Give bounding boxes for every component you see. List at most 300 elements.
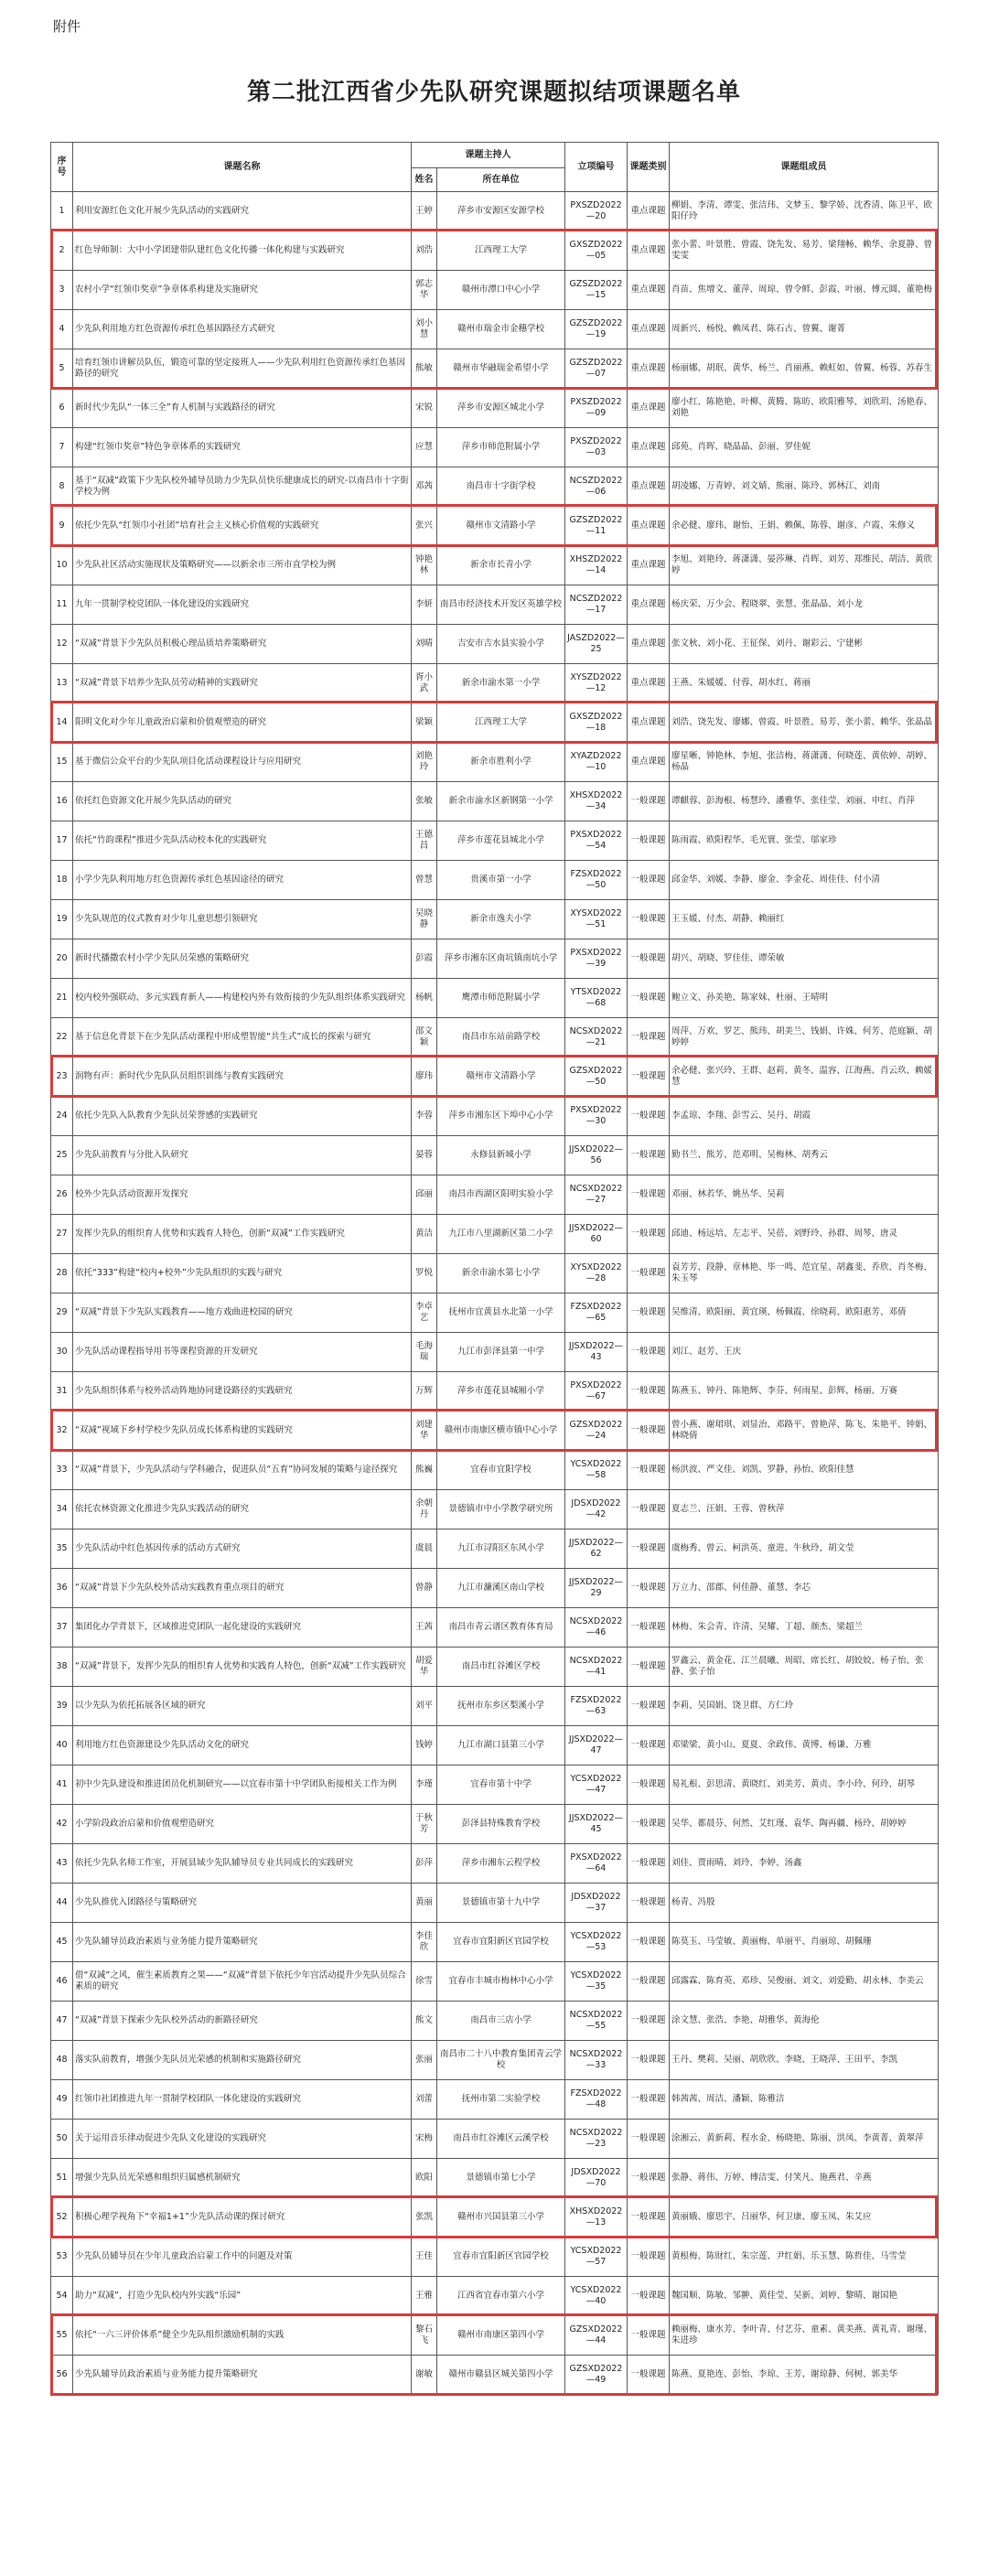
cell-code: JDSXD2022—42 [565,1490,628,1530]
cell-host-name: 李瑾 [412,1766,437,1805]
table-row [51,664,939,703]
header-name: 课题名称 [73,143,412,192]
page-title: 第二批江西省少先队研究课题拟结项课题名单 [246,79,741,106]
cell-category: 一般课题 [628,1175,670,1215]
table-row [51,1136,939,1175]
header-members: 课题组成员 [670,143,939,192]
cell-host-name: 余朝丹 [412,1490,437,1530]
cell-category: 一般课题 [628,1411,670,1451]
table-row [51,1923,939,1962]
cell-host-name: 胥小武 [412,664,437,703]
cell-category: 重点课题 [628,507,670,546]
cell-members: 陈燕玉、钟丹、陈艳辉、李芬、何雨星、彭辉、杨丽、万赛 [670,1372,939,1411]
cell-code: NCSXD2022—21 [565,1018,628,1057]
cell-project-name: 少先队活动课程指导用书等课程资源的开发研究 [73,1333,412,1372]
cell-project-name: 少先队前教育与分批入队研究 [73,1136,412,1175]
cell-members: 邓梁梁、黄小山、夏夏、余政伟、黄博、杨谦、万雅 [670,1726,939,1766]
cell-no: 9 [51,507,73,546]
cell-category: 一般课题 [628,2041,670,2080]
cell-host-unit: 南昌市红谷滩区学校 [437,1648,565,1687]
table-row [51,231,939,271]
cell-members: 李莉、吴国娟、饶卫群、方仁玲 [670,1687,939,1726]
cell-host-unit: 南昌市青云谱区教育体育局 [437,1608,565,1648]
cell-project-name: 校外少先队活动资源开发探究 [73,1175,412,1215]
cell-host-unit: 抚州市第二实验学校 [437,2080,565,2120]
cell-host-name: 刘晴 [412,625,437,664]
cell-category: 一般课题 [628,1018,670,1057]
cell-host-unit: 赣州市瑞金市金穗学校 [437,310,565,349]
cell-members: 杨青、冯殷 [670,1884,939,1923]
cell-code: FZSXD2022—63 [565,1687,628,1726]
cell-host-unit: 南昌市东站前路学校 [437,1018,565,1057]
cell-no: 55 [51,2316,73,2356]
table-row [51,507,939,546]
cell-category: 重点课题 [628,231,670,271]
cell-project-name: 小学少先队利用地方红色资源传承红色基因途径的研究 [73,861,412,900]
cell-host-unit: 赣州市华融瑞金希望小学 [437,349,565,389]
cell-host-name: 欧阳 [412,2159,437,2198]
cell-no: 33 [51,1451,73,1490]
cell-category: 重点课题 [628,585,670,625]
cell-members: 吴华、都晨芬、何然、艾红瑾、袁华、陶再疆、杨玲、胡婷婷 [670,1805,939,1844]
cell-code: JDSXD2022—37 [565,1884,628,1923]
cell-project-name: 以少先队为依托拓展各区域的研究 [73,1687,412,1726]
cell-code: XYSZD2022—12 [565,664,628,703]
header-no: 序号 [51,143,73,192]
cell-host-unit: 江西理工大学 [437,231,565,271]
cell-no: 49 [51,2080,73,2120]
table-row [51,1569,939,1608]
cell-code: FZSXD2022—48 [565,2080,628,2120]
cell-no: 16 [51,782,73,821]
cell-host-name: 李卓艺 [412,1293,437,1333]
cell-category: 重点课题 [628,743,670,782]
cell-category: 一般课题 [628,1766,670,1805]
cell-no: 34 [51,1490,73,1530]
cell-project-name: 少先队推优入团路径与策略研究 [73,1884,412,1923]
cell-no: 47 [51,2002,73,2041]
attachment-label: 附件 [53,18,81,35]
cell-category: 重点课题 [628,625,670,664]
cell-no: 36 [51,1569,73,1608]
cell-category: 一般课题 [628,2316,670,2356]
cell-no: 8 [51,467,73,507]
table-row [51,1175,939,1215]
cell-no: 56 [51,2356,73,2395]
cell-code: PXSZD2022—09 [565,389,628,428]
cell-category: 一般课题 [628,1962,670,2002]
cell-host-unit: 九江市浔阳区东风小学 [437,1530,565,1569]
cell-members: 涂文慧、张浩、李艳、胡雅华、黄海伦 [670,2002,939,2041]
cell-code: XHSZD2022—14 [565,546,628,585]
cell-category: 一般课题 [628,2198,670,2238]
cell-project-name: 小学阶段政治启蒙和价值观塑造研究 [73,1805,412,1844]
cell-project-name: “双减”背景下少先队实践教育——地方戏曲进校园的研究 [73,1293,412,1333]
cell-host-unit: 南昌市西湖区阳明实验小学 [437,1175,565,1215]
cell-members: 虞梅秀、曾云、柯洪英、童进、牛秋玲、胡文莹 [670,1530,939,1569]
cell-host-unit: 赣州市文清路小学 [437,507,565,546]
cell-host-name: 邓茜 [412,467,437,507]
cell-project-name: 红色导师制：大中小学团建带队建红色文化传播一体化构建与实践研究 [73,231,412,271]
cell-code: JDSXD2022—70 [565,2159,628,2198]
cell-project-name: 少先队社区活动实施现状及策略研究——以新余市三所市直学校为例 [73,546,412,585]
cell-host-unit: 九江市濂溪区南山学校 [437,1569,565,1608]
cell-code: GXSZD2022—18 [565,703,628,743]
cell-host-name: 李妍 [412,585,437,625]
cell-host-unit: 景德镇市中小学教学研究所 [437,1490,565,1530]
cell-members: 邱金华、刘媛、李静、廖金、李金花、周佳佳、付小清 [670,861,939,900]
cell-category: 一般课题 [628,821,670,861]
cell-no: 41 [51,1766,73,1805]
cell-members: 黄根梅、陈财红、朱宗莲、尹红娟、乐玉慧、陈哲佳、马雪莹 [670,2238,939,2277]
table-row [51,467,939,507]
cell-host-unit: 萍乡市师范附属小学 [437,428,565,467]
cell-code: NCSXD2022—33 [565,2041,628,2080]
cell-category: 一般课题 [628,1530,670,1569]
cell-host-unit: 萍乡市湘东区南坑镇南坑小学 [437,939,565,979]
cell-code: PXSXD2022—30 [565,1097,628,1136]
cell-no: 52 [51,2198,73,2238]
cell-host-name: 钟艳林 [412,546,437,585]
cell-members: 邓丽、林若华、姚丛华、吴莉 [670,1175,939,1215]
cell-no: 43 [51,1844,73,1884]
cell-no: 38 [51,1648,73,1687]
cell-category: 重点课题 [628,310,670,349]
cell-category: 一般课题 [628,2120,670,2159]
cell-code: PXSZD2022—03 [565,428,628,467]
table-row [51,389,939,428]
cell-project-name: 依托少先队入队教育少先队员荣誉感的实践研究 [73,1097,412,1136]
cell-members: 张文秋、刘小花、王征保、刘丹、谢彩云、宁建彬 [670,625,939,664]
cell-category: 一般课题 [628,1844,670,1884]
cell-project-name: 少先队利用地方红色资源传承红色基因路径方式研究 [73,310,412,349]
table-row [51,1726,939,1766]
project-table [50,142,939,2395]
table-row [51,1490,939,1530]
cell-members: 赖丽梅、康水芳、李叶青、付艺芬、童素、黄美燕、黄礼青、谢瑾、朱进珍 [670,2316,939,2356]
cell-category: 一般课题 [628,1687,670,1726]
cell-code: YCSXD2022—58 [565,1451,628,1490]
cell-no: 19 [51,900,73,939]
cell-host-name: 罗悦 [412,1254,437,1293]
cell-members: 刘江、赵芳、王庆 [670,1333,939,1372]
cell-code: NCSXD2022—41 [565,1648,628,1687]
cell-members: 勤书兰、熊芳、范邓明、吴梅林、胡秀云 [670,1136,939,1175]
cell-host-unit: 九江市湖口县第三小学 [437,1726,565,1766]
cell-host-name: 刘蕾 [412,2080,437,2120]
table-row [51,2277,939,2316]
cell-host-unit: 抚州市宜黄县水北第一小学 [437,1293,565,1333]
cell-members: 邱苑、肖晖、晓晶晶、彭丽、罗佳妮 [670,428,939,467]
cell-no: 11 [51,585,73,625]
cell-host-unit: 九江市八里湖新区第二小学 [437,1215,565,1254]
table-row [51,939,939,979]
cell-project-name: 初中少先队建设和推进团员化机制研究——以宜春市第十中学团队衔接相关工作为例 [73,1766,412,1805]
cell-host-name: 刘艳玲 [412,743,437,782]
cell-category: 一般课题 [628,861,670,900]
cell-members: 陈雨霞、欧阳程华、毛光寰、张莹、邬家珍 [670,821,939,861]
cell-host-name: 钱婷 [412,1726,437,1766]
table-row [51,1057,939,1097]
cell-project-name: 基于微信公众平台的少先队项目化活动课程设计与应用研究 [73,743,412,782]
cell-project-name: “双减”背景下少先队校外活动实践教育重点项目的研究 [73,1569,412,1608]
cell-host-unit: 南昌市三店小学 [437,2002,565,2041]
cell-members: 曾小燕、谢珺琪、刘显治、邓路平、曾艳萍、陈飞、朱艳平、钟娟、林晓倩 [670,1411,939,1451]
cell-host-name: 徐雪 [412,1962,437,2002]
header-host-unit: 所在单位 [437,168,565,192]
cell-host-name: 吴晓静 [412,900,437,939]
cell-code: PXSZD2022—20 [565,192,628,231]
cell-host-name: 宋梅 [412,2120,437,2159]
cell-no: 40 [51,1726,73,1766]
cell-category: 一般课题 [628,2002,670,2041]
cell-project-name: 发挥少先队的组织育人优势和实践育人特色，创新“双减”工作实践研究 [73,1215,412,1254]
cell-host-name: 王婷 [412,192,437,231]
cell-project-name: 积极心理学视角下“幸福1+1”少先队活动课的探讨研究 [73,2198,412,2238]
cell-members: 涂湘云、黄新莉、程水金、杨晓艳、陈丽、洪凤、李黄菁、黄翠萍 [670,2120,939,2159]
cell-host-unit: 永修县新城小学 [437,1136,565,1175]
cell-project-name: 少先队活动中红色基因传承的活动方式研究 [73,1530,412,1569]
cell-members: 黄丽娥、廖思宇、吕丽华、何卫康、廖玉凤、朱艾应 [670,2198,939,2238]
cell-code: PXSXD2022—64 [565,1844,628,1884]
cell-code: PXSXD2022—39 [565,939,628,979]
cell-code: GZSZD2022—11 [565,507,628,546]
cell-no: 13 [51,664,73,703]
cell-host-name: 张敏 [412,782,437,821]
cell-code: YCSXD2022—40 [565,2277,628,2316]
cell-category: 一般课题 [628,1884,670,1923]
cell-host-name: 张兴 [412,507,437,546]
cell-host-unit: 南昌市二十八中教育集团青云学校 [437,2041,565,2080]
cell-code: FZSXD2022—65 [565,1293,628,1333]
cell-project-name: 九年一贯制学校党团队一体化建设的实践研究 [73,585,412,625]
table-row [51,1530,939,1569]
cell-members: 张静、蒋伟、万婷、傅洁雯、付笑凡、施燕君、辛燕 [670,2159,939,2198]
cell-no: 31 [51,1372,73,1411]
cell-host-name: 黎石飞 [412,2316,437,2356]
cell-category: 一般课题 [628,1569,670,1608]
cell-members: 谭麒蓉、彭海根、杨慧玲、潘雅华、张佳莹、刘丽、申红、肖萍 [670,782,939,821]
cell-host-name: 王雅 [412,2277,437,2316]
cell-no: 5 [51,349,73,389]
cell-project-name: 利用安源红色文化开展少先队活动的实践研究 [73,192,412,231]
cell-code: XHSXD2022—13 [565,2198,628,2238]
cell-code: NCSXD2022—23 [565,2120,628,2159]
cell-project-name: 依托“竹韵课程”推进少先队活动校本化的实践研究 [73,821,412,861]
cell-category: 一般课题 [628,1923,670,1962]
table-row [51,1648,939,1687]
cell-host-name: 刘平 [412,1687,437,1726]
cell-category: 一般课题 [628,1726,670,1766]
cell-project-name: 助力“双减”，打造少先队校内外实践“乐园” [73,2277,412,2316]
cell-category: 重点课题 [628,271,670,310]
table-row [51,743,939,782]
table-row [51,782,939,821]
cell-category: 重点课题 [628,703,670,743]
table-row [51,2238,939,2277]
cell-project-name: 少先队辅导员政治素质与业务能力提升策略研究 [73,2356,412,2395]
cell-no: 50 [51,2120,73,2159]
header-code: 立项编号 [565,143,628,192]
cell-code: JJSXD2022—43 [565,1333,628,1372]
cell-host-name: 李蓉 [412,1097,437,1136]
table-row [51,979,939,1018]
table-row [51,1608,939,1648]
cell-no: 42 [51,1805,73,1844]
cell-code: PXSXD2022—54 [565,821,628,861]
cell-project-name: 基于信息化背景下在少先队活动课程中形成塑智能“共生式”成长的探索与研究 [73,1018,412,1057]
cell-host-name: 刘浩 [412,231,437,271]
cell-no: 14 [51,703,73,743]
cell-no: 54 [51,2277,73,2316]
table-row [51,585,939,625]
cell-project-name: “双减”背景下，少先队活动与学科融合，促进队员“五育”协同发展的策略与途径探究 [73,1451,412,1490]
cell-host-unit: 萍乡市湘东区下埠中心小学 [437,1097,565,1136]
cell-project-name: “双减”背景下探索少先队校外活动的新路径研究 [73,2002,412,2041]
cell-members: 易礼根、彭思清、黄晓红、刘美芳、黄贞、李小玲、何玲、胡琴 [670,1766,939,1805]
cell-code: NCSXD2022—27 [565,1175,628,1215]
cell-project-name: “双减”背景下，发挥少先队的组织育人优势和实践育人特色，创新“双减”工作实践研究 [73,1648,412,1687]
table-row [51,1254,939,1293]
table-row [51,192,939,231]
cell-project-name: 培育红领巾讲解员队伍，锻造可靠的坚定接班人——少先队利用红色资源传承红色基因路径的研究 [73,349,412,389]
cell-members: 王燕、朱媛媛、付蓉、胡水红、蒋丽 [670,664,939,703]
cell-no: 18 [51,861,73,900]
cell-no: 27 [51,1215,73,1254]
cell-project-name: 少先队组织体系与校外活动阵地协同建设路径的实践研究 [73,1372,412,1411]
cell-category: 一般课题 [628,782,670,821]
cell-no: 15 [51,743,73,782]
cell-code: NCSXD2022—46 [565,1608,628,1648]
cell-project-name: 依托“一六三评价体系”健全少先队组织激励机制的实践 [73,2316,412,2356]
cell-no: 39 [51,1687,73,1726]
table-row [51,821,939,861]
cell-project-name: 少先队辅导员政治素质与业务能力提升策略研究 [73,1923,412,1962]
cell-project-name: 关于运用音乐律动促进少先队文化建设的实践研究 [73,2120,412,2159]
cell-members: 邱迪、杨远培、左志平、吴蓓、刘野玲、孙群、周琴、唐灵 [670,1215,939,1254]
table-row [51,1372,939,1411]
cell-category: 一般课题 [628,1215,670,1254]
cell-project-name: 利用地方红色资源建设少先队活动文化的研究 [73,1726,412,1766]
cell-code: JJSXD2022—29 [565,1569,628,1608]
cell-host-unit: 萍乡市莲花县城厢小学 [437,1372,565,1411]
table-row [51,2080,939,2120]
cell-code: FZSXD2022—50 [565,861,628,900]
cell-members: 罗鑫云、黄金花、江兰晨曦、周昭、席长红、胡姣姣、杨子怡、张静、张子怡 [670,1648,939,1687]
cell-host-name: 熊敏 [412,349,437,389]
cell-host-name: 邱丽 [412,1175,437,1215]
cell-host-unit: 赣州市潭口中心小学 [437,271,565,310]
cell-host-name: 王佳 [412,2238,437,2277]
cell-no: 12 [51,625,73,664]
cell-category: 一般课题 [628,2277,670,2316]
cell-project-name: “双减”背景下少先队员积极心理品质培养策略研究 [73,625,412,664]
cell-host-name: 王德昌 [412,821,437,861]
cell-code: JJSXD2022—47 [565,1726,628,1766]
cell-host-unit: 赣州市赣县区城关第四小学 [437,2356,565,2395]
cell-host-name: 万辉 [412,1372,437,1411]
cell-host-unit: 新余市渝水区新钢第一小学 [437,782,565,821]
cell-project-name: 构建“红领巾奖章”特色争章体系的实践研究 [73,428,412,467]
cell-host-name: 毛海瑞 [412,1333,437,1372]
cell-members: 韩茜茜、周洁、潘颖、陈雅洁 [670,2080,939,2120]
cell-code: GZSXD2022—24 [565,1411,628,1451]
cell-host-unit: 江西省宜春市第六小学 [437,2277,565,2316]
cell-project-name: 阳明文化对少年儿童政治启蒙和价值观塑造的研究 [73,703,412,743]
cell-host-name: 刘小慧 [412,310,437,349]
cell-category: 一般课题 [628,1490,670,1530]
cell-members: 周萍、万欢、罗艺、熊玮、胡美兰、钱娟、许姝、何芳、范庭颖、胡婷婷 [670,1018,939,1057]
cell-category: 一般课题 [628,1254,670,1293]
cell-category: 一般课题 [628,2159,670,2198]
cell-category: 一般课题 [628,1372,670,1411]
cell-project-name: 依托农林资源文化推进少先队实践活动的研究 [73,1490,412,1530]
table-row [51,625,939,664]
table-row [51,2316,939,2356]
cell-host-unit: 萍乡市湘东云程学校 [437,1844,565,1884]
cell-no: 30 [51,1333,73,1372]
cell-members: 杨洪波、严文佳、刘凯、罗静、孙怡、欧阳佳慧 [670,1451,939,1490]
cell-host-unit: 新余市胜利小学 [437,743,565,782]
cell-members: 柳娟、李清、谭雯、张洁玮、文梦玉、黎学娇、沈香清、陈卫平、欧阳仔玲 [670,192,939,231]
cell-host-unit: 赣州市文清路小学 [437,1057,565,1097]
cell-category: 一般课题 [628,2080,670,2120]
cell-code: GZSZD2022—19 [565,310,628,349]
cell-host-name: 于秋芳 [412,1805,437,1844]
cell-category: 重点课题 [628,389,670,428]
cell-host-unit: 贵溪市第一小学 [437,861,565,900]
cell-no: 35 [51,1530,73,1569]
cell-code: GZSXD2022—50 [565,1057,628,1097]
cell-members: 张小蕾、叶景胜、曾霞、饶先发、易芳、梁翔畅、赖华、余夏静、曾雯雯 [670,231,939,271]
table-row [51,1097,939,1136]
table-row [51,271,939,310]
cell-code: GZSXD2022—44 [565,2316,628,2356]
cell-host-name: 黄丽 [412,1884,437,1923]
cell-members: 余必健、张兴玲、王群、赵莉、黄冬、温容、江海燕、肖云玖、赖媛慧 [670,1057,939,1097]
cell-host-name: 张凯 [412,2198,437,2238]
cell-no: 7 [51,428,73,467]
cell-category: 重点课题 [628,467,670,507]
cell-category: 一般课题 [628,1451,670,1490]
cell-project-name: “双减”视域下乡村学校少先队员成长体系构建的实践研究 [73,1411,412,1451]
cell-host-unit: 景德镇市第七小学 [437,2159,565,2198]
cell-host-unit: 新余市长青小学 [437,546,565,585]
table-row [51,1293,939,1333]
cell-members: 吴维清、欧阳丽、黄宜瑛、杨佩霞、徐晓莉、欧阳惠芳、邓倩 [670,1293,939,1333]
table-row [51,861,939,900]
cell-members: 廖星晰、钟艳林、李旭、张洁梅、蒋潇潇、何晓莲、黄依婷、胡婷、杨晶 [670,743,939,782]
cell-code: PXSXD2022—67 [565,1372,628,1411]
cell-host-unit: 彭泽县特殊教育学校 [437,1805,565,1844]
table-row [51,2120,939,2159]
cell-category: 重点课题 [628,664,670,703]
cell-no: 32 [51,1411,73,1451]
cell-code: JJSXD2022—45 [565,1805,628,1844]
cell-category: 重点课题 [628,349,670,389]
cell-host-name: 曾慧 [412,861,437,900]
cell-host-name: 曾静 [412,1569,437,1608]
cell-host-name: 黄洁 [412,1215,437,1254]
cell-host-name: 廖玮 [412,1057,437,1097]
cell-members: 陈莫玉、马莹敏、黄丽梅、单丽平、肖丽琼、胡佩珊 [670,1923,939,1962]
cell-code: YCSXD2022—57 [565,2238,628,2277]
cell-code: JJSXD2022—62 [565,1530,628,1569]
table-row [51,2356,939,2395]
cell-code: GZSZD2022—07 [565,349,628,389]
cell-category: 一般课题 [628,1097,670,1136]
cell-members: 杨庆荣、万少会、程晓翠、张慧、张晶晶、刘小龙 [670,585,939,625]
